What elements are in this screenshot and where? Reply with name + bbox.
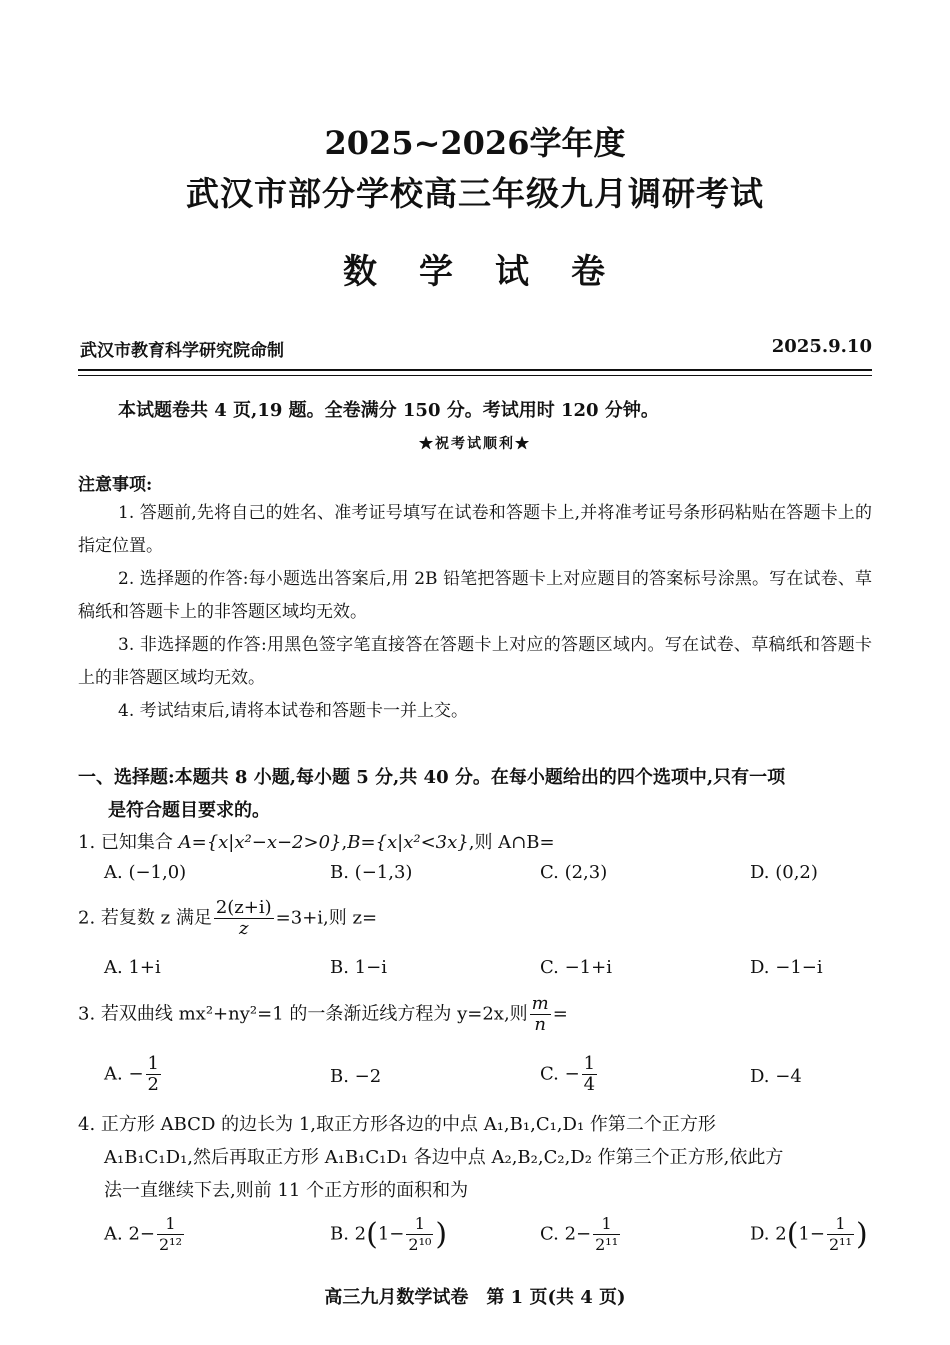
- note-item: 2. 选择题的作答:每小题选出答案后,用 2B 铅笔把答题卡上对应题目的答案标号涂黑。写在试卷、草稿纸和答题卡上的非答题区域均无效。: [78, 569, 872, 622]
- q4-option-a-label: A. 2−: [104, 1223, 155, 1245]
- q3-suffix: =: [552, 1003, 568, 1025]
- q1-set-b: B={x|x²<3x}: [347, 832, 469, 853]
- q1-option-d: D. (0,2): [750, 862, 818, 883]
- q3-option-c: [540, 1054, 599, 1095]
- q3-frac-den: n: [530, 1014, 551, 1035]
- left-paren: (: [786, 1217, 799, 1252]
- q2-fraction: [214, 898, 274, 939]
- section-heading-line2: 是符合题目要求的。: [108, 800, 270, 821]
- q3-option-c-fraction: [582, 1054, 597, 1095]
- q4-option-a: [104, 1214, 186, 1255]
- q3-option-d: D. −4: [750, 1066, 802, 1087]
- q3-option-a-label: A. −: [104, 1063, 144, 1085]
- q1-option-a: A. (−1,0): [104, 862, 187, 883]
- header-rule-thin: [78, 375, 872, 376]
- q4-option-b-fraction: [406, 1214, 433, 1255]
- note-item: 1. 答题前,先将自己的姓名、准考证号填写在试卷和答题卡上,并将准考证号条形码粘贴在答题卡上的指定位置。: [78, 503, 872, 556]
- q4-option-d-paren-text: 1−: [798, 1223, 825, 1245]
- q4-option-d-label: D. 2: [750, 1223, 787, 1245]
- exam-year: 2025~2026学年度: [324, 124, 626, 162]
- q3-option-c-label: C. −: [540, 1063, 580, 1085]
- note-item: 4. 考试结束后,请将本试卷和答题卡一并上交。: [118, 701, 469, 721]
- question-2: [78, 898, 377, 939]
- q1-set-a: A={x|x²−x−2>0}: [178, 832, 342, 853]
- subject-char: 卷: [571, 252, 607, 292]
- frac-num: 1: [835, 1214, 846, 1233]
- q1-separator: ,: [341, 832, 348, 853]
- q3-option-b: B. −2: [330, 1066, 382, 1087]
- section-heading: [78, 761, 878, 827]
- q4-option-c-fraction: [593, 1214, 620, 1255]
- q3-prefix: 3. 若双曲线 mx²+ny²=1 的一条渐近线方程为 y=2x,则: [78, 1003, 528, 1025]
- q2-frac-den: z: [214, 918, 274, 939]
- exam-date: 2025.9.10: [771, 336, 872, 357]
- right-paren: ): [855, 1217, 868, 1252]
- subject-char: 数: [343, 252, 379, 292]
- frac-den: 2¹¹: [828, 1235, 852, 1254]
- frac-num: 1: [165, 1214, 176, 1233]
- q1-option-b: B. (−1,3): [330, 862, 413, 883]
- q1-option-c: C. (2,3): [540, 862, 608, 883]
- q4-option-a-fraction: [157, 1214, 184, 1255]
- q4-line2: A₁B₁C₁D₁,然后再取正方形 A₁B₁C₁D₁ 各边中点 A₂,B₂,C₂,D₂ 作第三个正方形,依此方: [104, 1147, 784, 1168]
- section-heading-line1: 一、选择题:本题共 8 小题,每小题 5 分,共 40 分。在每小题给出的四个选项中,只有一项: [78, 767, 786, 788]
- question-4: [78, 1108, 878, 1207]
- q2-option-b: B. 1−i: [330, 957, 387, 978]
- q4-option-b-paren-text: 1−: [377, 1223, 405, 1245]
- note-item: 3. 非选择题的作答:用黑色签字笔直接答在答题卡上对应的答题区域内。写在试卷、草稿纸和答题卡上的非答题区域均无效。: [78, 635, 872, 688]
- q4-line3: 法一直继续下去,则前 11 个正方形的面积和为: [104, 1180, 469, 1201]
- good-luck-banner: ★祝考试顺利★: [419, 436, 531, 452]
- q3-fraction: [530, 994, 551, 1035]
- q4-option-b: [330, 1214, 447, 1255]
- frac-num: 1: [601, 1214, 612, 1233]
- notes-heading: 注意事项:: [78, 475, 153, 495]
- frac-den: 2¹²: [158, 1235, 182, 1254]
- q4-option-b-label: B. 2: [330, 1223, 367, 1245]
- q2-prefix: 2. 若复数 z 满足: [78, 907, 212, 929]
- left-paren: (: [366, 1217, 378, 1252]
- page-footer: 高三九月数学试卷 第 1 页(共 4 页): [324, 1287, 626, 1308]
- subject-title: [0, 244, 950, 293]
- frac-num: 1: [583, 1053, 596, 1074]
- frac-num: 1: [147, 1053, 159, 1074]
- right-paren: ): [435, 1217, 448, 1252]
- q1-prefix: 1. 已知集合: [78, 832, 179, 853]
- q4-option-d-fraction: [827, 1214, 854, 1255]
- subject-char: 试: [495, 252, 531, 292]
- frac-den: 4: [583, 1074, 596, 1095]
- q4-line1: 4. 正方形 ABCD 的边长为 1,取正方形各边的中点 A₁,B₁,C₁,D₁ 作第二个正方形: [78, 1114, 716, 1135]
- header-rule-thick: [78, 369, 872, 371]
- q3-frac-num: m: [531, 993, 549, 1014]
- q2-option-a: A. 1+i: [104, 957, 161, 978]
- publisher: 武汉市教育科学研究院命制: [80, 341, 284, 361]
- q2-suffix: =3+i,则 z=: [275, 907, 378, 929]
- q2-frac-num: 2(z+i): [215, 897, 272, 918]
- q4-option-c-label: C. 2−: [540, 1223, 592, 1245]
- frac-den: 2¹¹: [595, 1235, 619, 1254]
- q2-option-c: C. −1+i: [540, 957, 612, 978]
- frac-den: 2: [147, 1074, 159, 1095]
- q2-option-d: D. −1−i: [750, 957, 823, 978]
- subject-char: 学: [419, 252, 455, 292]
- q4-option-c: [540, 1214, 622, 1255]
- q3-option-a: [104, 1054, 163, 1095]
- q3-option-a-fraction: [146, 1054, 161, 1095]
- frac-num: 1: [414, 1214, 425, 1233]
- question-1: [78, 828, 555, 854]
- q4-option-d: [750, 1214, 868, 1255]
- question-3: [78, 994, 568, 1035]
- exam-name: 武汉市部分学校高三年级九月调研考试: [186, 174, 764, 213]
- exam-summary: 本试题卷共 4 页,19 题。全卷满分 150 分。考试用时 120 分钟。: [118, 400, 659, 421]
- frac-den: 2¹⁰: [408, 1235, 432, 1254]
- q1-suffix: ,则 A∩B=: [468, 832, 555, 853]
